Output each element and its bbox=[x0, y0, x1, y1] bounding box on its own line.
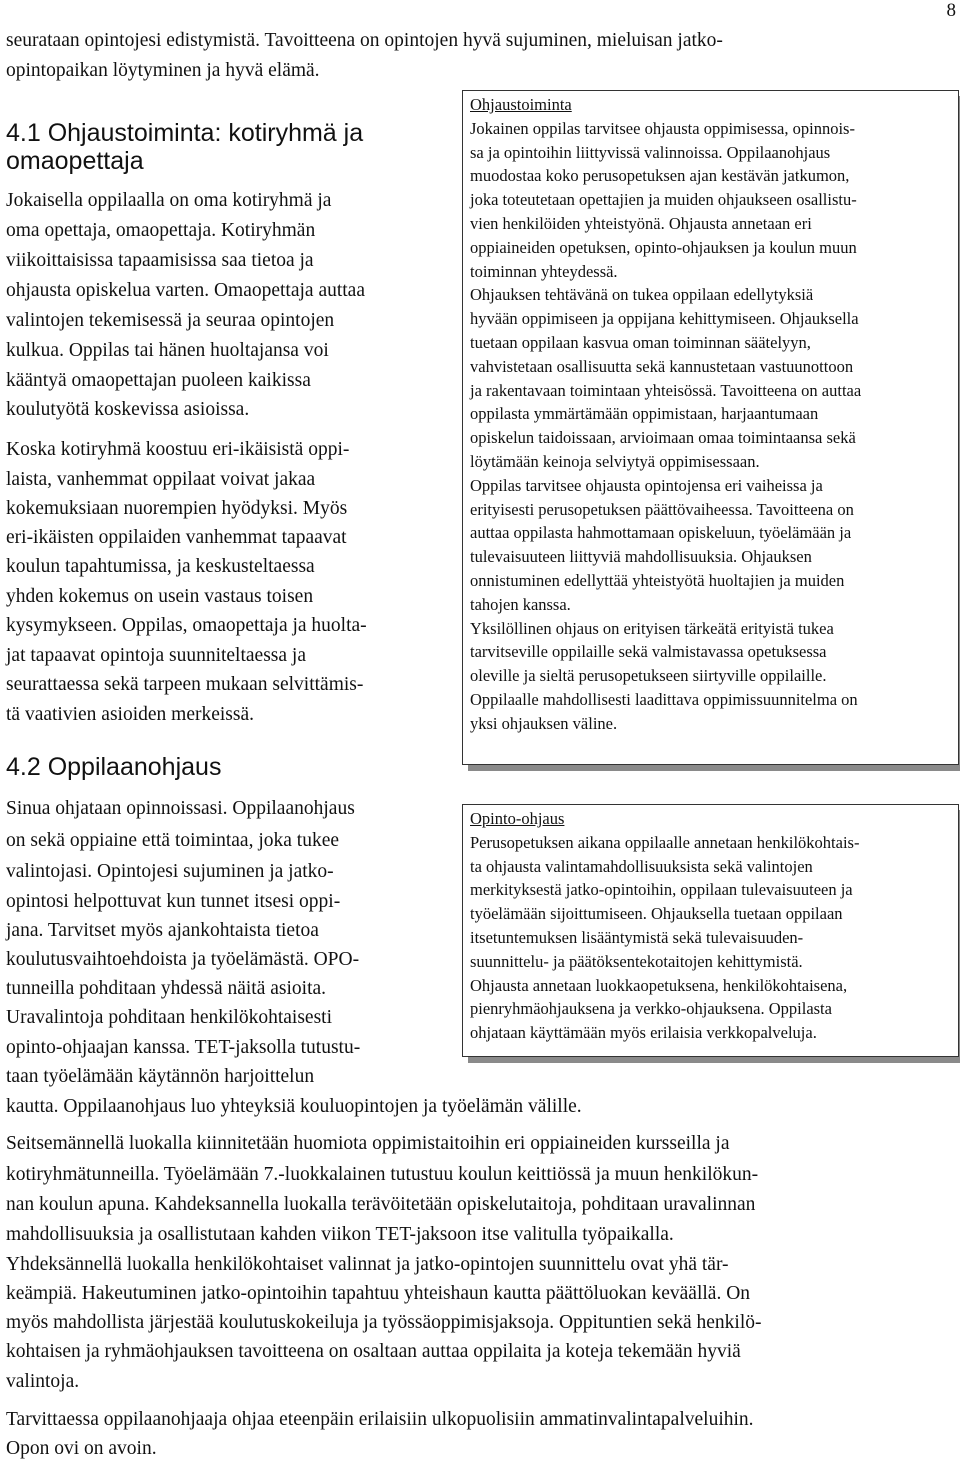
box-title: Opinto-ohjaus bbox=[470, 809, 565, 828]
box-text-line: pienryhmäohjauksena ja verkko-ohjauksena. Oppilasta bbox=[470, 999, 832, 1019]
text-line: Yhdeksännellä luokalla henkilökohtaiset valinnat ja jatko-opintojen suunnittelu ovat yhä tär- bbox=[6, 1254, 729, 1275]
box-text-line: onnistuminen edellyttää yhteistyötä huoltajien ja muiden bbox=[470, 570, 845, 590]
text-line: valintojen tekemisessä ja seuraa opintojen bbox=[6, 310, 335, 331]
text-line: jat tapaavat opintoja suunniteltaessa ja bbox=[6, 645, 306, 666]
box-text-line: hyvään oppimiseen ja oppijana kehittymiseen. Ohjauksella bbox=[470, 309, 859, 329]
box-text-line: oleville ja sieltä perusopetukseen siirtyville oppilaille. bbox=[470, 666, 827, 686]
box-text-line: merkityksestä jatko-opintoihin, oppilaan tulevaisuuteen ja bbox=[470, 880, 853, 900]
text-line: myös mahdollista järjestää koulutuskokeiluja ja työssäoppimisjaksoja. Oppituntien sekä henkilö- bbox=[6, 1312, 762, 1333]
box-text-line: Oppilas tarvitsee ohjausta opintojensa eri vaiheissa ja bbox=[470, 475, 823, 495]
text-line: opintopaikan löytyminen ja hyvä elämä. bbox=[6, 60, 320, 81]
ohjaustoiminta-sidebar-box bbox=[462, 90, 959, 765]
box-text-line: sa ja opintoihin liittyvissä valinnoissa. Oppilaanohjaus bbox=[470, 142, 831, 162]
section-heading: 4.1 Ohjaustoiminta: kotiryhmä ja bbox=[6, 119, 364, 147]
text-line: Tarvittaessa oppilaanohjaaja ohjaa eteenpäin erilaisiin ulkopuolisiin ammatinvalintapalveluihin. bbox=[6, 1409, 754, 1430]
box-text-line: auttaa oppilasta hahmottamaan opiskeluun, työelämään ja bbox=[470, 523, 852, 543]
box-text-line: itsetuntemuksen lisääntymistä sekä tulevaisuuden- bbox=[470, 927, 804, 947]
text-line: oma opettaja, omaopettaja. Kotiryhmän bbox=[6, 220, 316, 241]
box-text-line: toiminnan yhteydessä. bbox=[470, 261, 618, 281]
box-text-line: oppiaineiden opetuksen, opinto-ohjauksen ja koulun muun bbox=[470, 237, 857, 257]
text-line: kääntyä omaopettajan puoleen kaikissa bbox=[6, 370, 311, 391]
text-line: eri-ikäisten oppilaiden vanhemmat tapaavat bbox=[6, 527, 347, 548]
box-text-line: Ohjauksen tehtävänä on tukea oppilaan edellytyksiä bbox=[470, 285, 814, 305]
box-text-line: tahojen kanssa. bbox=[470, 594, 571, 614]
box-text-line: suunnittelu- ja päätöksentekotaitojen kehittymistä. bbox=[470, 951, 803, 971]
text-line: mahdollisuuksia ja osallistutaan kahden viikon TET-jaksoon itse valitulla työpaikalla. bbox=[6, 1224, 674, 1245]
box-text-line: Perusopetuksen aikana oppilaalle annetaan henkilökohtais- bbox=[470, 832, 860, 852]
text-line: Jokaisella oppilaalla on oma kotiryhmä ja bbox=[6, 190, 332, 211]
text-line: Seitsemännellä luokalla kiinnitetään huomiota oppimistaitoihin eri oppiaineiden kursseilla ja bbox=[6, 1133, 730, 1154]
text-line: opintosi helpottuvat kun tunnet itsesi oppi- bbox=[6, 891, 341, 912]
text-line: ohjausta opiskelua varten. Omaopettaja auttaa bbox=[6, 280, 365, 301]
box-text-line: yksi ohjauksen väline. bbox=[470, 713, 618, 733]
text-line: nan koulun apuna. Kahdeksannella luokalla terävöitetään opiskelutaitoja, pohditaan uravalinnan bbox=[6, 1194, 756, 1215]
text-line: kokemuksiaan nuorempien hyödyksi. Myös bbox=[6, 498, 348, 519]
box-text-line: Jokainen oppilas tarvitsee ohjausta oppimisessa, opinnois- bbox=[470, 118, 855, 138]
text-line: koulutyötä koskevissa asioissa. bbox=[6, 399, 250, 420]
text-line: kotiryhmätunneilla. Työelämään 7.-luokkalainen tutustuu koulun keittiössä ja muun henkilökun- bbox=[6, 1164, 759, 1185]
text-line: seurattaessa sekä tarpeen mukaan selvittämis- bbox=[6, 674, 364, 695]
box-text-line: löytämään keinoja selviytyä oppimisessaan. bbox=[470, 451, 760, 471]
text-line: tä vaativien asioiden merkeissä. bbox=[6, 704, 254, 725]
box-text-line: työelämään sijoittumiseen. Ohjauksella tuetaan oppilaan bbox=[470, 904, 843, 924]
box-text-line: oppilasta ymmärtämään oppimistaan, harjaantumaan bbox=[470, 404, 819, 424]
box-text-line: tulevaisuuteen liittyviä mahdollisuuksia. Ohjauksen bbox=[470, 547, 812, 567]
text-line: keämpiä. Hakeutuminen jatko-opintoihin tapahtuu yhteishaun kautta päättöluokan keväällä. On bbox=[6, 1283, 751, 1304]
text-line: valintojasi. Opintojesi sujuminen ja jatko- bbox=[6, 861, 334, 882]
text-line: Sinua ohjataan opinnoissasi. Oppilaanohjaus bbox=[6, 798, 355, 819]
text-line: viikoittaisissa tapaamisissa saa tietoa ja bbox=[6, 250, 314, 271]
box-text-line: ta ohjausta valintamahdollisuuksista sekä valintojen bbox=[470, 856, 813, 876]
text-line: kysymykseen. Oppilas, omaopettaja ja huolta- bbox=[6, 615, 367, 636]
text-line: yhden kokemus on usein vastaus toisen bbox=[6, 586, 314, 607]
text-line: valintoja. bbox=[6, 1371, 80, 1392]
text-line: Koska kotiryhmä koostuu eri-ikäisistä oppi- bbox=[6, 439, 350, 460]
box-text-line: vien henkilöiden yhteistyönä. Ohjausta annetaan eri bbox=[470, 213, 812, 233]
box-text-line: ohjataan käyttämään myös erilaisia verkkopalveluja. bbox=[470, 1023, 817, 1043]
text-line: opinto-ohjaajan kanssa. TET-jaksolla tutustu- bbox=[6, 1037, 361, 1058]
text-line: seurataan opintojesi edistymistä. Tavoitteena on opintojen hyvä sujuminen, mieluisan jatko- bbox=[6, 30, 723, 51]
box-text-line: Oppilaalle mahdollisesti laadittava oppimissuunnitelma on bbox=[470, 689, 858, 709]
box-text-line: joka toteutetaan opettajien ja muiden ohjaukseen osallistu- bbox=[470, 190, 857, 210]
box-text-line: erityisesti perusopetuksen päättövaiheessa. Tavoitteena on bbox=[470, 499, 854, 519]
opinto-ohjaus-sidebar-box bbox=[462, 804, 959, 1057]
text-line: laista, vanhemmat oppilaat voivat jakaa bbox=[6, 469, 316, 490]
text-line: Opon ovi on avoin. bbox=[6, 1438, 157, 1459]
box-text-line: opiskelun taidoissaan, arvioimaan omaa toimintaansa sekä bbox=[470, 428, 856, 448]
page-number: 8 bbox=[946, 0, 956, 21]
box-text-line: Ohjausta annetaan luokkaopetuksena, henkilökohtaisena, bbox=[470, 975, 848, 995]
box-text-line: tuetaan oppilaan kasvua oman toiminnan säätelyyn, bbox=[470, 332, 811, 352]
box-text-line: ja rakentavaan toimintaan yhteisössä. Tavoitteena on auttaa bbox=[470, 380, 862, 400]
text-line: jana. Tarvitset myös ajankohtaista tietoa bbox=[6, 920, 319, 941]
section-heading: omaopettaja bbox=[6, 147, 144, 175]
text-line: on sekä oppiaine että toimintaa, joka tukee bbox=[6, 830, 340, 851]
text-line: tunneilla pohditaan yhdessä näitä asioita. bbox=[6, 978, 327, 999]
text-line: taan työelämään käytännön harjoittelun bbox=[6, 1066, 315, 1087]
box-text-line: tarvitseville oppilaille sekä valmistavassa opetuksessa bbox=[470, 642, 827, 662]
text-line: kulkua. Oppilas tai hänen huoltajansa voi bbox=[6, 340, 329, 361]
section-heading: 4.2 Oppilaanohjaus bbox=[6, 753, 222, 781]
text-line: kohtaisen ja ryhmäohjauksen tavoitteena on osaltaan auttaa oppilaita ja koteja tekemään hyviä bbox=[6, 1341, 741, 1362]
text-line: koulun tapahtumissa, ja keskusteltaessa bbox=[6, 556, 315, 577]
box-text-line: muodostaa koko perusopetuksen ajan kestävän jatkumon, bbox=[470, 166, 850, 186]
text-line: kautta. Oppilaanohjaus luo yhteyksiä kouluopintojen ja työelämän välille. bbox=[6, 1096, 582, 1117]
text-line: Uravalintoja pohditaan henkilökohtaisesti bbox=[6, 1007, 333, 1028]
box-text-line: vahvistetaan osallisuutta sekä kannustetaan vastuunottoon bbox=[470, 356, 854, 376]
box-text-line: Yksilöllinen ohjaus on erityisen tärkeätä erityistä tukea bbox=[470, 618, 834, 638]
box-title: Ohjaustoiminta bbox=[470, 95, 572, 114]
text-line: koulutusvaihtoehdoista ja työelämästä. OPO- bbox=[6, 949, 360, 970]
